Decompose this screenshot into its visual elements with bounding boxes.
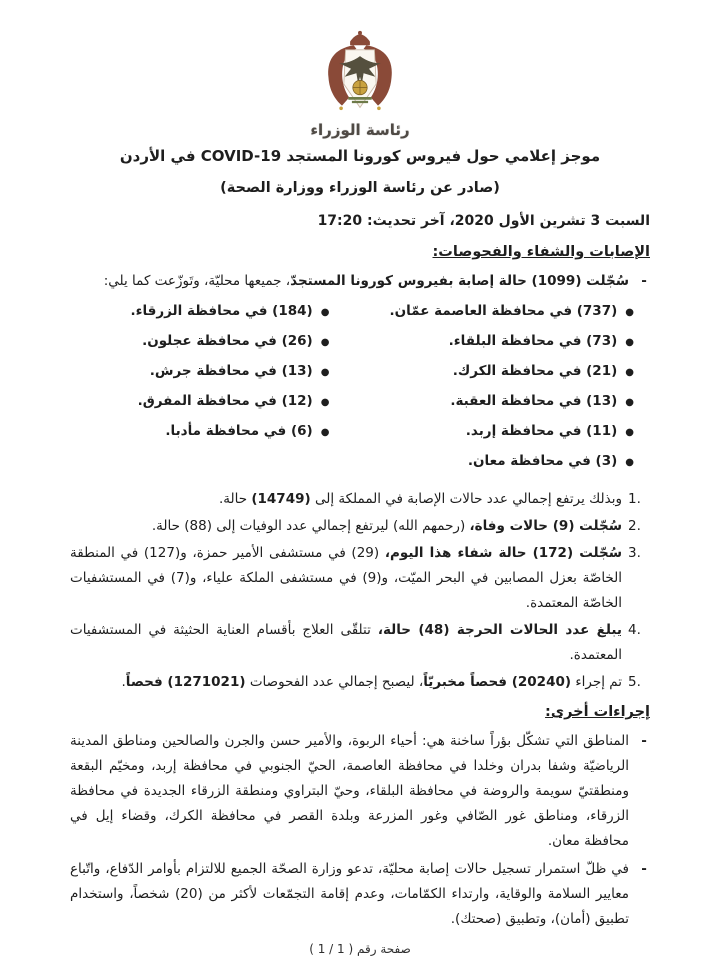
governorate-text: (3) في محافظة معان. (467, 453, 618, 469)
bullet-icon: ● (320, 427, 330, 438)
governorate-text: (11) في محافظة إربد. (465, 423, 618, 439)
governorate-item (70, 357, 329, 387)
item-text: سُجّلت (9) حالات وفاة، (رحمهم الله) ليرتفع إجمالي عدد الوفيات إلى (88) حالة. (151, 518, 622, 534)
other-bullet-text: في ظلّ استمرار تسجيل حالات إصابة محليّة، تدعو وزارة الصحّة الجميع للالتزام بأوامر الدّفاع، واتّباع معايير السلامة والوقاية، وارتداء الكمّامات، وعدم إقامة التجمّعات لأكثر من (20) شخصاً، واستخدام تطبيق (أمان)، وتطبيق (صحتك). (70, 861, 629, 927)
item-text: تم إجراء (20240) فحصاً مخبريّاً، ليصبح إجمالي عدد الفحوصات (1271021) فحصاً. (121, 674, 622, 690)
date-line: السبت 3 تشرين الأول 2020، آخر تحديث: 17:20 (317, 213, 650, 229)
item-number: 3. (628, 545, 641, 561)
governorate-item (329, 327, 634, 357)
governorate-item (70, 297, 329, 327)
governorate-text: (26) في محافظة عجلون. (142, 333, 313, 349)
crown-shape (350, 34, 370, 45)
bullet-icon: ● (320, 367, 330, 378)
governorate-item (70, 417, 329, 447)
bullet-icon: ● (625, 397, 634, 408)
governorate-text: (13) في محافظة جرش. (149, 363, 313, 379)
statistics-numbered-list (70, 487, 650, 695)
item-number: 1. (628, 491, 641, 507)
coat-of-arms-icon (302, 30, 418, 120)
numbered-item (70, 618, 650, 668)
item-number: 5. (628, 674, 641, 690)
numbered-item (70, 541, 650, 616)
governorate-text: (6) في محافظة مأدبا. (165, 423, 313, 439)
jordan-coat-of-arms (70, 30, 650, 139)
bullet-icon: ● (625, 457, 634, 468)
governorate-text: (21) في محافظة الكرك. (452, 363, 618, 379)
item-text: وبذلك يرتفع إجمالي عدد حالات الإصابة في المملكة إلى (14749) حالة. (218, 491, 622, 507)
other-bullet-text: المناطق التي تشكّل بؤراً ساخنة هي: أحياء الربوة، والأمير حسن والجرن والصالحين ومناطق المدينة الرياضيّة وشفا بدران وخلدا في محافظة العاصمة، الحيّ الجنوبي في محافظة إربد، ومخيّم البقعة ومنطقتيّ سويمة والروضة في محافظة البلقاء، وحيّ البتراوي ومنطقة الزرقاء الجديدة في محافظة الزرقاء، ومناطق غور الصّافي وغور المزرعة وبلدة القصر في محافظة الكرك، وقضاء إيل في محافظة معان. (70, 733, 629, 849)
governorate-column-right (329, 297, 634, 477)
document-subtitle: (صادر عن رئاسة الوزراء ووزارة الصحة) (220, 180, 500, 196)
governorate-item (329, 297, 634, 327)
governorate-item (329, 447, 634, 477)
governorate-item (329, 357, 634, 387)
bullet-icon: ● (320, 307, 330, 318)
governorate-text: (12) في محافظة المفرق. (137, 393, 313, 409)
page-number-footer: صفحة رقم ( 1 / 1 ) (309, 942, 411, 956)
item-number: 2. (628, 518, 641, 534)
governorate-text: (184) في محافظة الزرقاء. (130, 303, 313, 319)
governorate-columns (70, 297, 650, 477)
bullet-icon: ● (320, 337, 330, 348)
dash-bullet-icon: - (641, 861, 647, 877)
item-text: سُجّلت (172) حالة شفاء هذا اليوم، (29) في مستشفى الأمير حمزة، و(127) في المنطقة الخاصّة بعزل المصابين في البحر الميّت، و(9) في مستشفى الملكة علياء، و(7) في المستشفيات الخاصّة المعتمدة. (70, 545, 623, 611)
numbered-item (70, 670, 650, 695)
governorate-text: (73) في محافظة البلقاء. (448, 333, 618, 349)
bullet-icon: ● (625, 337, 634, 348)
numbered-item (70, 487, 650, 512)
governorate-item (70, 387, 329, 417)
section-heading-other: إجراءات أخرى: (545, 704, 650, 720)
dash-bullet-icon: - (641, 733, 647, 749)
bullet-icon: ● (625, 367, 634, 378)
governorate-text: (737) في محافظة العاصمة عمّان. (389, 303, 618, 319)
governorate-item (70, 327, 329, 357)
governorate-text: (13) في محافظة العقبة. (450, 393, 618, 409)
governorate-column-left (70, 297, 329, 477)
dash-bullet-icon: - (641, 273, 647, 289)
numbered-item (70, 514, 650, 539)
bullet-icon: ● (320, 397, 330, 408)
cases-intro (70, 269, 650, 294)
governorate-item (329, 387, 634, 417)
other-bullet (70, 857, 650, 932)
document-title: موجز إعلامي حول فيروس كورونا المستجد ‎COVID‎-‎19‎ في الأردن (119, 147, 601, 165)
other-bullet (70, 729, 650, 854)
item-text: يبلغ عدد الحالات الحرجة (48) حالة، تتلقّى العلاج بأقسام العناية الحثيثة في المستشفيات المعتمدة. (70, 622, 622, 663)
governorate-item (329, 417, 634, 447)
logo-caption: رئاسة الوزراء (310, 121, 410, 139)
bullet-icon: ● (625, 307, 634, 318)
cases-intro-text: سُجّلت (1099) حالة إصابة بفيروس كورونا المستجدّ، جميعها محليّة، وتَوزّعت كما يلي: (103, 273, 629, 289)
item-number: 4. (628, 622, 641, 638)
section-heading-cases: الإصابات والشفاء والفحوصات: (432, 244, 650, 260)
bullet-icon: ● (625, 427, 634, 438)
